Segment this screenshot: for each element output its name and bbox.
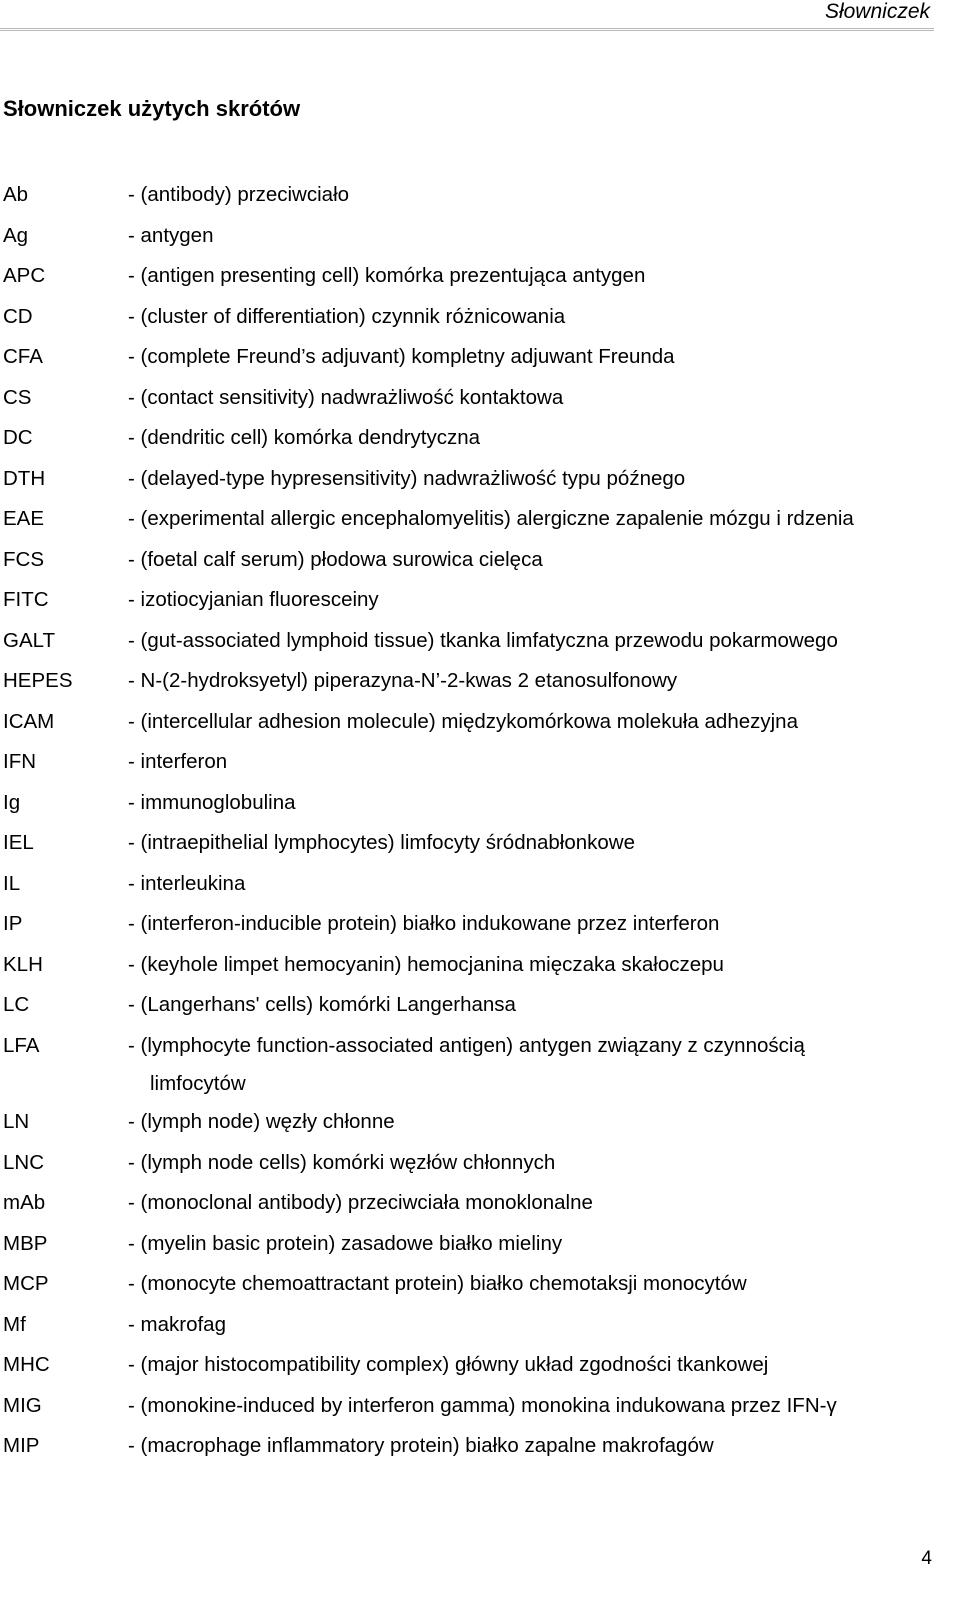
abbreviation: IP — [3, 912, 23, 935]
definition: - (cluster of differentiation) czynnik różnicowania — [128, 304, 566, 328]
definition: - (myelin basic protein) zasadowe białko mieliny — [128, 1231, 563, 1255]
definition: - antygen — [128, 223, 214, 247]
glossary-entry — [0, 1386, 950, 1427]
definition: - (monoclonal antibody) przeciwciała monoklonalne — [128, 1191, 593, 1214]
abbreviation: IFN — [3, 750, 37, 773]
glossary-entry — [0, 1143, 950, 1184]
abbreviation: LC — [3, 993, 30, 1016]
glossary-entry — [0, 1345, 950, 1386]
definition: - interleukina — [128, 871, 246, 895]
definition: - (antibody) przeciwciało — [128, 183, 350, 206]
glossary-entry — [0, 297, 950, 338]
abbreviation: FITC — [3, 588, 49, 611]
definition: - (monocyte chemoattractant protein) białko chemotaksji monocytów — [128, 1272, 747, 1295]
abbreviation: CS — [3, 385, 32, 409]
definition: - (contact sensitivity) nadwrażliwość kontaktowa — [128, 385, 564, 409]
running-header: Słowniczek — [824, 0, 930, 23]
glossary-entry — [0, 1026, 950, 1105]
abbreviation: MHC — [3, 1353, 50, 1376]
abbreviation: Ab — [3, 183, 29, 206]
abbreviation: EAE — [3, 507, 45, 530]
abbreviation: IEL — [3, 831, 34, 854]
definition: - (intraepithelial lymphocytes) limfocyty śródnabłonkowe — [128, 831, 636, 854]
abbreviation: FCS — [3, 547, 44, 571]
abbreviation: Ig — [3, 790, 21, 814]
definition: - (intercellular adhesion molecule) międzykomórkowa molekuła adhezyjna — [128, 709, 798, 733]
glossary-entry — [0, 945, 950, 986]
glossary-entry — [0, 499, 950, 540]
page-number: 4 — [921, 1548, 932, 1569]
definition: - (lymph node cells) komórki węzłów chłonnych — [128, 1150, 556, 1174]
glossary-entry — [0, 904, 950, 945]
abbreviation: HEPES — [3, 669, 73, 692]
abbreviation: MIP — [3, 1434, 40, 1457]
glossary-list — [0, 175, 950, 1467]
glossary-entry — [0, 378, 950, 419]
glossary-entry — [0, 985, 950, 1026]
glossary-entry — [0, 175, 950, 216]
definition: - N-(2-hydroksyetyl) piperazyna-N’-2-kwas 2 etanosulfonowy — [128, 669, 678, 692]
abbreviation: CFA — [3, 345, 43, 368]
glossary-entry — [0, 540, 950, 581]
definition: - izotiocyjanian fluoresceiny — [128, 588, 379, 611]
abbreviation: MCP — [3, 1272, 49, 1295]
abbreviation: Mf — [3, 1312, 26, 1336]
definition: - (macrophage inflammatory protein) białko zapalne makrofagów — [128, 1434, 714, 1457]
definition: - (gut-associated lymphoid tissue) tkanka limfatyczna przewodu pokarmowego — [128, 628, 838, 652]
abbreviation: IL — [3, 871, 21, 895]
definition: - (experimental allergic encephalomyelitis) alergiczne zapalenie mózgu i rdzenia — [128, 507, 854, 530]
glossary-entry — [0, 1264, 950, 1305]
glossary-entry — [0, 459, 950, 500]
glossary-entry — [0, 1426, 950, 1467]
glossary-entry — [0, 1305, 950, 1346]
definition: - (delayed-type hypresensitivity) nadwrażliwość typu późnego — [128, 466, 686, 490]
abbreviation: ICAM — [3, 709, 55, 733]
abbreviation: Ag — [3, 223, 29, 247]
glossary-entry — [0, 783, 950, 824]
abbreviation: LN — [3, 1110, 30, 1133]
glossary-entry — [0, 337, 950, 378]
abbreviation: MBP — [3, 1231, 48, 1255]
definition: - (foetal calf serum) płodowa surowica cielęca — [128, 547, 543, 571]
glossary-entry — [0, 661, 950, 702]
glossary-entry — [0, 702, 950, 743]
page-title: Słowniczek użytych skrótów — [3, 96, 301, 121]
definition: - (Langerhans' cells) komórki Langerhansa — [128, 993, 516, 1016]
glossary-entry — [0, 742, 950, 783]
definition: - (lymph node) węzły chłonne — [128, 1110, 395, 1133]
glossary-entry — [0, 1224, 950, 1265]
glossary-entry — [0, 1102, 950, 1143]
glossary-entry — [0, 418, 950, 459]
abbreviation: APC — [3, 264, 46, 287]
abbreviation: mAb — [3, 1191, 46, 1214]
definition-continuation: limfocytów — [150, 1072, 246, 1095]
definition: - (keyhole limpet hemocyanin) hemocjanina mięczaka skałoczepu — [128, 952, 724, 976]
definition: - makrofag — [128, 1312, 226, 1336]
glossary-entry — [0, 216, 950, 257]
abbreviation: GALT — [3, 628, 56, 652]
abbreviation: KLH — [3, 952, 43, 976]
header-rule — [0, 28, 934, 31]
abbreviation: MIG — [3, 1393, 42, 1417]
definition: - (lymphocyte function-associated antigen) antygen związany z czynnością — [128, 1033, 805, 1057]
glossary-entry — [0, 864, 950, 905]
definition: - (major histocompatibility complex) główny układ zgodności tkankowej — [128, 1353, 769, 1376]
abbreviation: LNC — [3, 1150, 45, 1174]
definition: - (complete Freund’s adjuvant) kompletny adjuwant Freunda — [128, 345, 675, 368]
abbreviation: LFA — [3, 1033, 40, 1057]
definition: - (antigen presenting cell) komórka prezentująca antygen — [128, 264, 646, 287]
definition: - (monokine-induced by interferon gamma) monokina indukowana przez IFN-γ — [128, 1393, 837, 1417]
glossary-entry — [0, 580, 950, 621]
glossary-entry — [0, 621, 950, 662]
definition: - interferon — [128, 750, 228, 773]
definition: - (dendritic cell) komórka dendrytyczna — [128, 426, 481, 449]
definition: - (interferon-inducible protein) białko indukowane przez interferon — [128, 912, 720, 935]
abbreviation: DC — [3, 426, 33, 449]
abbreviation: DTH — [3, 466, 46, 490]
glossary-entry — [0, 1183, 950, 1224]
abbreviation: CD — [3, 304, 33, 328]
glossary-entry — [0, 256, 950, 297]
glossary-entry — [0, 823, 950, 864]
definition: - immunoglobulina — [128, 790, 296, 814]
